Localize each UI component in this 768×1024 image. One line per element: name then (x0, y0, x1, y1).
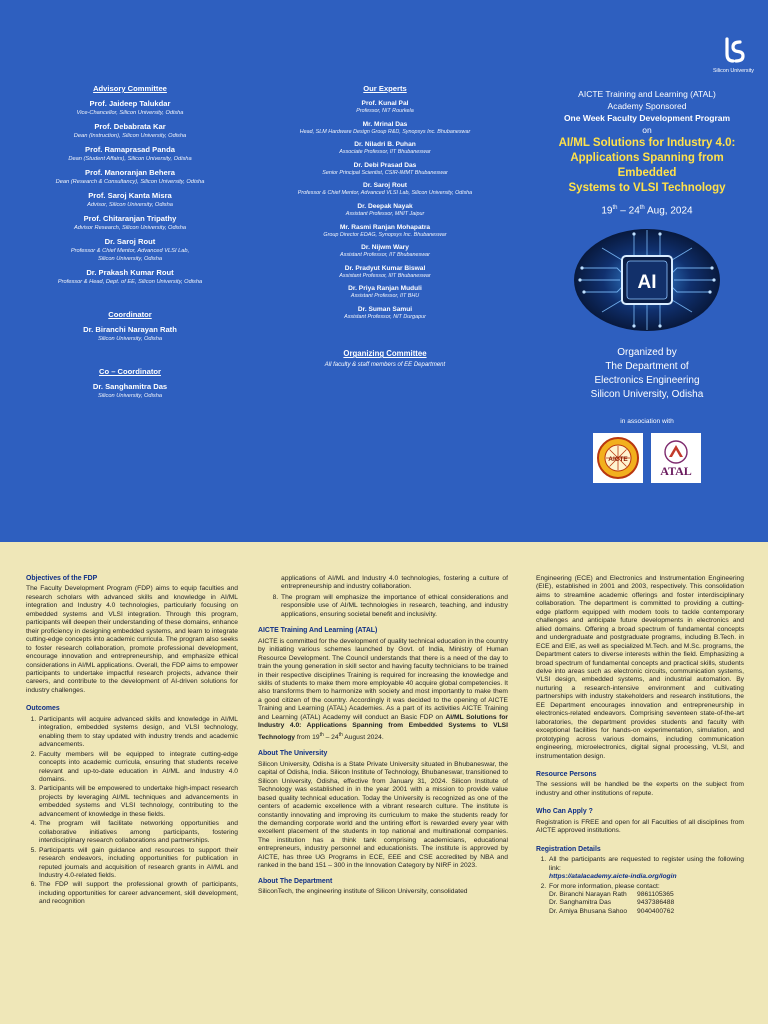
event-title-2: Applications Spanning from Embedded (570, 152, 724, 179)
event-line3: One Week Faculty Development Program (563, 113, 731, 123)
resource-persons-text: The sessions will be handled be the experts on the subject from industry and other institutions of repute. (536, 781, 744, 797)
atal-logo (651, 433, 701, 483)
atal-logo-text: ATAL (660, 463, 692, 478)
list-item: 5. Participants will gain guidance and resources to support their research endeavors, including opportunities for publication in reputed journals and acquisition of research grants in AI/ML and Industry 4.0-related fields. (38, 847, 238, 881)
contact-table (549, 891, 744, 916)
resource-persons-heading: Resource Persons (536, 770, 597, 778)
atal-heading: AICTE Training And Learning (ATAL) (258, 627, 378, 635)
list-item: 6. The FDP will support the professional growth of participants, including opportunities for career advancement, skill development, and recognition (38, 881, 238, 906)
organized-dept: The Department of (605, 361, 689, 373)
coordinator-heading: Coordinator (108, 310, 152, 319)
registration-list (536, 856, 744, 916)
aicte-emblem-icon (596, 436, 640, 480)
association-text: in association with (620, 418, 674, 426)
event-line2: Academy Sponsored (607, 101, 687, 111)
outcomes-heading: Outcomes (26, 705, 60, 713)
experts-heading: Our Experts (363, 84, 407, 93)
expert: Mr. Rasmi Ranjan Mohapatra Group Director EDAG, Synopsys Inc. Bhubaneswar (323, 223, 447, 238)
co-coordinator-heading: Co – Coordinator (98, 367, 161, 376)
expert: Dr. Debi Prasad Das Senior Principal Scientist, CSIR-IMMT Bhubaneswar (322, 161, 448, 176)
advisory-member: Prof. Debabrata Kar Dean (Instruction), Silicon University, Odisha (73, 122, 187, 139)
co-coordinator: Dr. Sanghamitra Das Silicon University, Odisha (92, 382, 168, 399)
svg-text:AICTE: AICTE (608, 456, 628, 464)
outcomes-list (26, 716, 238, 907)
ai-chip-icon (572, 228, 722, 332)
expert: Dr. Pradyut Kumar Biswal Assistant Professor, IIIT Bhubaneswar (339, 264, 431, 279)
coordinator: Dr. Biranchi Narayan Rath Silicon University, Odisha (83, 325, 177, 342)
organized-dept-name: Electronics Engineering (594, 375, 700, 387)
advisory-member: Prof. Saroj Kanta Misra Advisor, Silicon University, Odisha (87, 191, 173, 208)
silicon-university-logo-icon (718, 36, 748, 66)
atal-emblem-icon (656, 439, 696, 465)
advisory-member: Dr. Prakash Kumar Rout Professor & Head, Dept. of EE, Silicon University, Odisha (57, 268, 203, 285)
university-logo (542, 36, 752, 74)
experts-column (262, 84, 508, 368)
event-date: 19th – 24th Aug, 2024 (601, 205, 693, 217)
advisory-column (30, 84, 230, 405)
right-column (536, 575, 744, 923)
list-item: 2. For more information, please contact: Dr. Biranchi Narayan Rath 9861105365 Dr. Sanghamitra Das 9437386488 Dr. Amiya Bhusana Sahoo 9040400762 (548, 883, 744, 917)
partner-logos (542, 433, 752, 483)
organizing-heading: Organizing Committee (343, 349, 427, 359)
advisory-member: Prof. Manoranjan Behera Dean (Research & Consultancy), Silicon University, Odisha (55, 168, 205, 185)
organized-by: Organized by (617, 347, 677, 359)
list-item: 8. The program will emphasize the importance of ethical considerations and responsible use of AI/ML technologies in research, teaching, and industry applications, ensuring societal benefit and inclusivity. (280, 594, 508, 619)
expert: Dr. Deepak Nayak Assistant Professor, MNIT Jaipur (345, 202, 425, 217)
logo-text: Silicon University (712, 68, 754, 74)
registration-heading: Registration Details (536, 845, 601, 853)
objectives-text: The Faculty Development Program (FDP) aims to equip faculties and research scholars with advanced skills and knowledge in AI/ML integration and Industry 4.0 technologies, particularly focusing on embedded systems and VLSI integration. Through this program, participants will deepen their understanding of these domains, enhance their proficiency in designing embedded systems, and learn to integrate cutting-edge concepts into academic curricula. The program also seeks to foster research collaboration, promote professional development, encourage innovation and entrepreneurship, and emphasize ethical considerations in AI/ML applications. Overall, the FDP aims to empower participants to undertake impactful research projects, advance their careers, and contribute to the development of AI-driven solutions for industry challenges. (26, 585, 238, 694)
organized-univ: Silicon University, Odisha (590, 389, 704, 401)
contact-row: Dr. Sanghamitra Das 9437386488 (549, 899, 675, 907)
expert: Dr. Saroj Rout Professor & Chief Mentor, Advanced VLSI Lab, Silicon University, Odisha (297, 182, 473, 197)
advisory-heading: Advisory Committee (93, 84, 167, 93)
list-item: 3. Participants will be empowered to undertake high-impact research projects by leveraging AI/ML techniques and advancements in embedded systems and VLSI technology, contributing to the advancement of knowledge in these fields. (38, 785, 238, 819)
contact-row: Dr. Amiya Bhusana Sahoo 9040400762 (549, 907, 675, 915)
who-can-apply-heading: Who Can Apply ? (536, 808, 593, 816)
event-title-3: Systems to VLSI Technology (568, 182, 726, 194)
department-text: SiliconTech, the engineering institute of Silicon University, consolidated (258, 888, 468, 896)
list-item: 1. All the participants are requested to register using the following link: https://atalacademy.aicte-india.org/login (548, 856, 744, 881)
list-item: 2. Faculty members will be equipped to integrate cutting-edge concepts into academic curricula, ensuring that students receive relevant and up-to-date education in AI/ML and Industry 4.0 domains. (38, 751, 238, 785)
event-title-1: AI/ML Solutions for Industry 4.0: (558, 137, 736, 149)
list-item: 1. Participants will acquire advanced skills and knowledge in AI/ML integration, embedded systems design, and VLSI technology, enabling them to stay updated with industry trends and academic advancements. (38, 716, 238, 750)
expert: Dr. Niladri B. Puhan Associate Professor, IIT Bhubaneswar (339, 141, 431, 156)
ai-chip-illustration (572, 228, 722, 332)
university-text: Silicon University, Odisha is a State Private University situated in Bhubaneswar, the capital of Odisha, India. Silicon Institute of Technology, Bhubaneswar, transitioned to Silicon University, Odisha, effective from January 31, 2024. Silicon Institute of Technology was established in in the year 2001 with a mission to provide value based quality technical education. Today the University is recognized as one of the centers of academic excellence with a vibrant research culture. The institute is constantly innovating and improving its curriculum to make the students ready for the demanding corporate world and the untiring effort is rewarded every year with excellent placement of the students in top national and multinational companies. The institution has a think tank comprising academicians, educational entrepreneurs, industry personnel and educationists. The institute is approved by AICTE, has three UG Programs in ECE, EEE and CSE accredited by NBA and ranked in the band 151 – 300 in the Innovation Category by NIRF in 2023. (258, 760, 508, 870)
who-can-apply-text: Registration is FREE and open for all Faculties of all disciplines from AICTE approved institutions. (536, 818, 744, 835)
atal-text: AICTE is committed for the development of quality technical education in the country by initiating various schemes launched by Govt. of India, Ministry of Human Resource Development. The Council understands that there is a need of the day to train the young generation in skill sector and having faculty technicians to be trained in their respective disciplines Training is required for increasing the knowledge and skills of students to make them more employable 40 acquire global competencies. It also transforms them to harmonize with society and most importantly to make them a good citizen of the country. Accordingly it was decided to the opening of AICTE Training and Learning (ATAL) Academies. As a part of its activities AICTE Training and Learning (ATAL) Academy will conduct an Basic FDP on AI/ML Solutions for Industry 4.0: Applications Spanning from Embedded Systems to VLSI Technology from 19th – 24th August 2024. (258, 637, 509, 741)
registration-link[interactable]: https://atalacademy.aicte-india.org/login (549, 873, 677, 881)
event-line1: AICTE Training and Learning (ATAL) (578, 89, 716, 99)
advisory-member: Prof. Chitaranjan Tripathy Advisor Research, Silicon University, Odisha (73, 214, 187, 231)
middle-column (258, 575, 508, 904)
expert: Prof. Kunal Pal Professor, NIT Rourkela (356, 100, 414, 114)
event-line4: on (642, 125, 652, 135)
expert: Dr. Suman Samui Assistant Professor, NIT Durgapur (344, 305, 426, 320)
aicte-logo (593, 433, 643, 483)
event-panel (542, 36, 752, 483)
contact-row: Dr. Biranchi Narayan Rath 9861105365 (549, 890, 674, 898)
objectives-heading: Objectives of the FDP (26, 575, 98, 582)
advisory-member: Prof. Jaideep Talukdar Vice-Chancellor, Silicon University, Odisha (76, 99, 184, 116)
expert: Mr. Mrinal Das Head, SLM Hardware Design Group R&D, Synopsys Inc. Bhubaneswar (299, 120, 471, 135)
list-item: 4. The program will facilitate networking opportunities and collaborative initiatives among participants, fostering interdisciplinary research collaborations and partnerships. (38, 820, 238, 845)
organizing-text: All faculty & staff members of EE Department (324, 362, 446, 369)
department-text-continued: Engineering (ECE) and Electronics and Instrumentation Engineering (EIE), established in 2001 and 2003, respectively. This consolidation aims to streamline academic offerings and foster interdisciplinary collaboration. The department is committed to providing a cutting-edge platform equipped with modern tools to tackle contemporary challenges and anticipate future developments in electronics and allied domains. Offering a broad spectrum of fundamental concepts and undergraduate and postgraduate programs, including B.Tech. in ECE and EIE, as well as specialized M.Tech. and M.Sc. programs, the Department caters to diverse interests within the field. Emphasizing a broad spectrum of fundamental concepts and practical skills, students delve into areas such as electronic circuits, communication systems, VLSI design, embedded systems, and industrial automation. By nurturing a research-intensive environment and cultivating partnerships with industry stakeholders and research institutions, the EE Department encourages innovation and entrepreneurship in electronics-related endeavors. Comprising seventeen state-of-the-art laboratories, the department provides students and faculty with exceptional facilities for hands-on experimentation, simulation, and prototyping across various domains, including communication engineering, microelectronics, digital signal processing, VLSI, and instrumentation design. (536, 575, 744, 760)
objectives-column (26, 575, 238, 914)
expert: Dr. Priya Ranjan Muduli Assistant Professor, IIT BHU (348, 285, 422, 300)
outcomes-list-8 (258, 594, 508, 619)
expert: Dr. Nijwm Wary Assistant Professor, IIT Bhubaneswar (340, 244, 430, 259)
advisory-member: Dr. Saroj Rout Professor & Chief Mentor, Advanced VLSI Lab, Silicon University, Odisha (70, 237, 190, 262)
advisory-member: Prof. Ramaprasad Panda Dean (Student Affairs), Silicon University, Odisha (68, 145, 192, 162)
outcomes-list-continued (258, 575, 508, 592)
brochure-inner (0, 542, 768, 1024)
department-heading: About The Department (258, 877, 333, 885)
university-heading: About The University (258, 750, 328, 758)
chip-label: AI (637, 272, 657, 294)
list-item: applications of AI/ML and Industry 4.0 technologies, fostering a culture of entrepreneurship and industry collaboration. (281, 575, 508, 591)
